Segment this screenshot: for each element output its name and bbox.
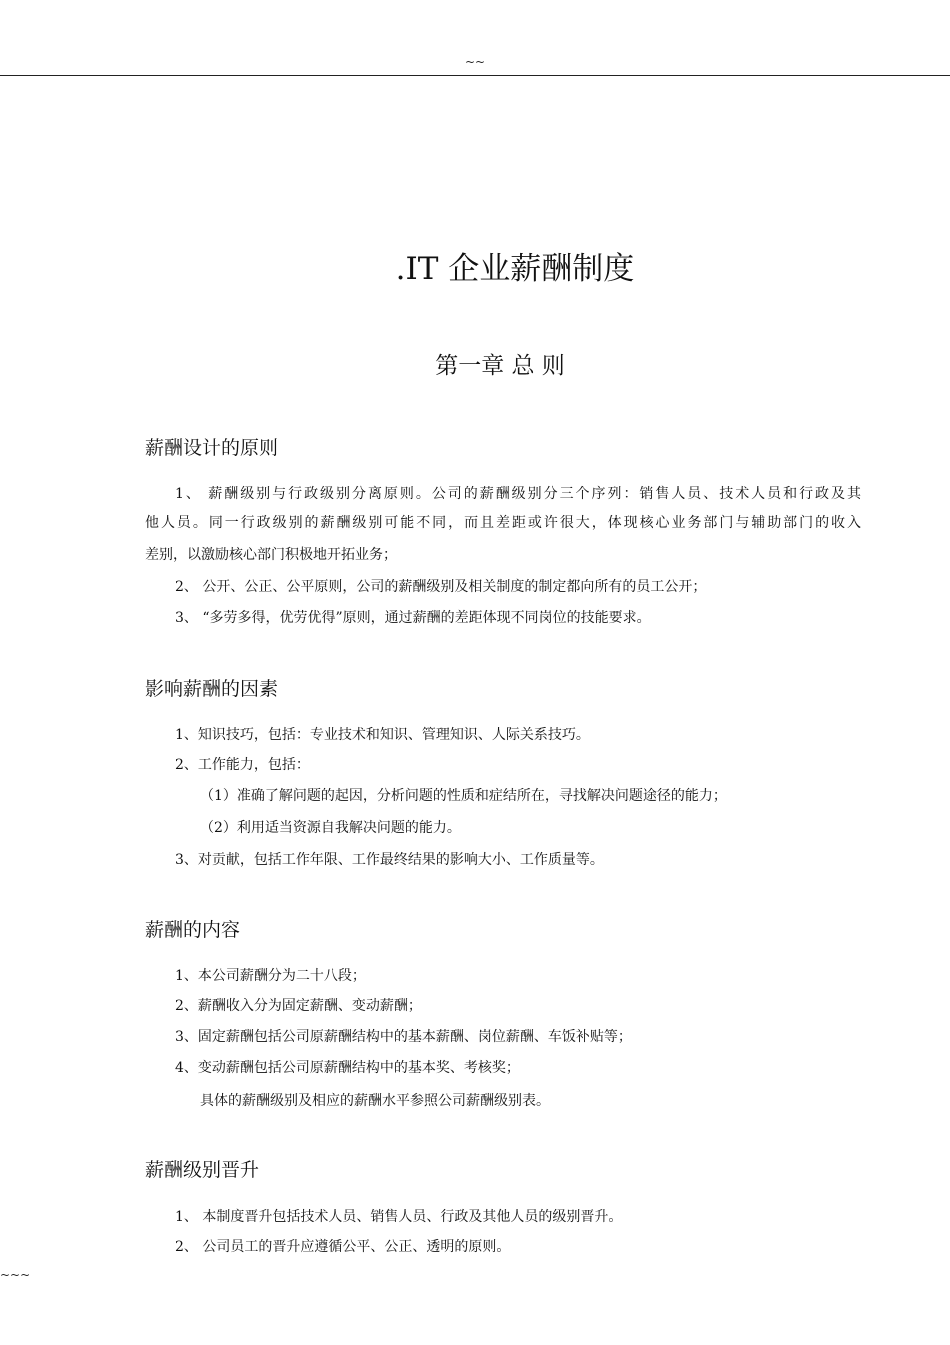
paragraph-line: （1）准确了解问题的起因，分析问题的性质和症结所在，寻找解决问题途径的能力； [200, 788, 727, 804]
header-rule [0, 75, 950, 76]
paragraph-line: （2）利用适当资源自我解决问题的能力。 [200, 820, 461, 836]
paragraph-line: 1、本公司薪酬分为二十八段； [175, 968, 366, 984]
footer-mark: ~~~ [0, 1268, 31, 1282]
section-heading-promotion: 薪酬级别晋升 [145, 1159, 260, 1181]
section-heading-design-principles: 薪酬设计的原则 [145, 437, 279, 459]
section-heading-factors: 影响薪酬的因素 [145, 678, 279, 700]
paragraph-line: 具体的薪酬级别及相应的薪酬水平参照公司薪酬级别表。 [200, 1093, 550, 1109]
paragraph-line: 2、 公开、公正、公平原则，公司的薪酬级别及相关制度的制定都向所有的员工公开； [175, 579, 707, 595]
document-title: .IT 企业薪酬制度 [395, 251, 635, 287]
paragraph-line: 2、工作能力，包括： [175, 757, 310, 773]
chapter-title: 第一章 总 则 [435, 353, 565, 379]
paragraph-line: 他人员。同一行政级别的薪酬级别可能不同，而且差距或许很大，体现核心业务部门与辅助部门的收入 [145, 515, 861, 531]
paragraph-line: 2、 公司员工的晋升应遵循公平、公正、透明的原则。 [175, 1239, 511, 1255]
paragraph-line: 1、知识技巧，包括：专业技术和知识、管理知识、人际关系技巧。 [175, 727, 590, 743]
paragraph-line: 2、薪酬收入分为固定薪酬、变动薪酬； [175, 998, 422, 1014]
paragraph-line: 差别，以激励核心部门积极地开拓业务； [145, 547, 397, 563]
paragraph-line: 3、 “多劳多得，优劳优得”原则，通过薪酬的差距体现不同岗位的技能要求。 [175, 610, 651, 626]
paragraph-line: 4、变动薪酬包括公司原薪酬结构中的基本奖、考核奖； [175, 1060, 520, 1076]
paragraph-line: 3、固定薪酬包括公司原薪酬结构中的基本薪酬、岗位薪酬、车饭补贴等； [175, 1029, 632, 1045]
header-mark: ~~ [464, 55, 486, 69]
paragraph-line: 1、 本制度晋升包括技术人员、销售人员、行政及其他人员的级别晋升。 [175, 1209, 623, 1225]
paragraph-line: 1、 薪酬级别与行政级别分离原则。公司的薪酬级别分三个序列：销售人员、技术人员和行政及其 [175, 486, 861, 502]
paragraph-line: 3、对贡献，包括工作年限、工作最终结果的影响大小、工作质量等。 [175, 852, 604, 868]
section-heading-content: 薪酬的内容 [145, 919, 241, 941]
